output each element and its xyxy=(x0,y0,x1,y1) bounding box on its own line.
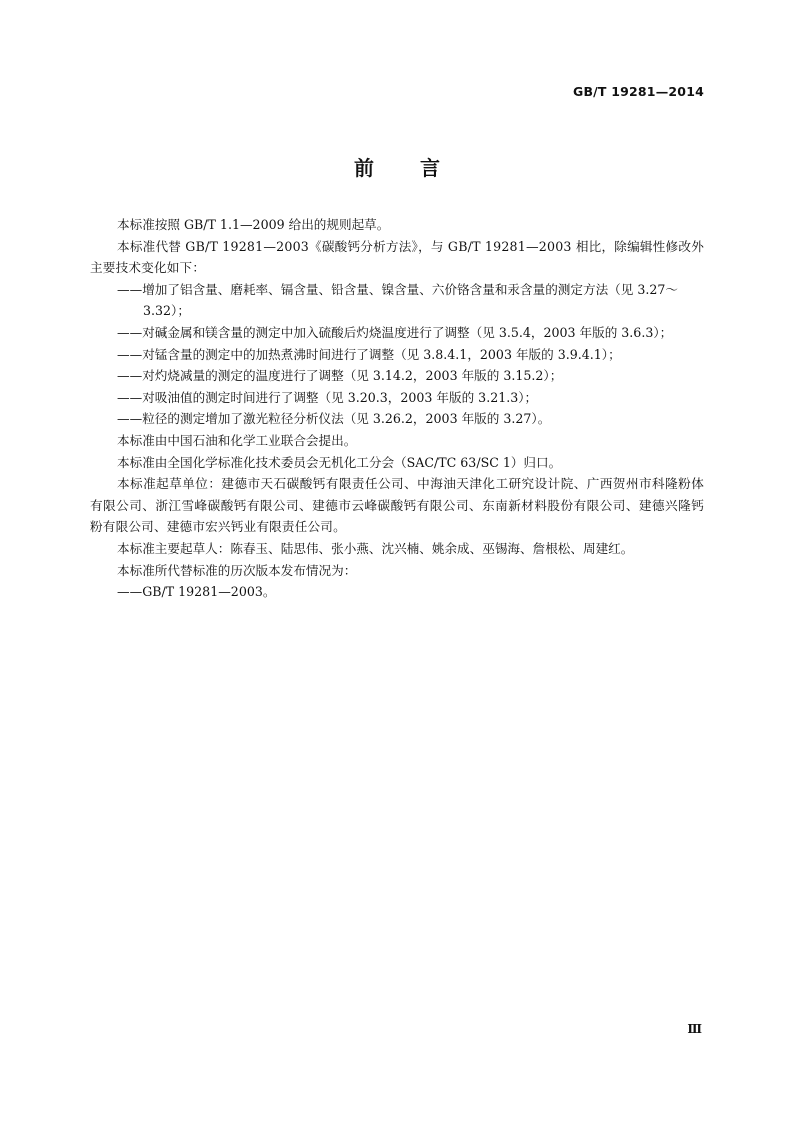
paragraph-proposed-by: 本标准由中国石油和化学工业联合会提出。 xyxy=(117,432,357,448)
change-item-1: ——增加了铝含量、磨耗率、镉含量、铅含量、镍含量、六价铬含量和汞含量的测定方法（见 3.27～ xyxy=(117,281,678,297)
change-item-6: ——粒径的测定增加了激光粒径分析仪法（见 3.26.2，2003 年版的 3.27）。 xyxy=(117,411,551,427)
change-item-3: ——对锰含量的测定中的加热煮沸时间进行了调整（见 3.8.4.1，2003 年版的 3.9.4.1）； xyxy=(117,346,621,362)
change-item-1-continued: 3.32）； xyxy=(143,303,190,319)
standard-code: GB/T 19281—2014 xyxy=(572,84,704,99)
change-item-2: ——对碱金属和镁含量的测定中加入硫酸后灼烧温度进行了调整（见 3.5.4，2003 年版的 3.6.3）； xyxy=(117,324,673,340)
paragraph-history-intro: 本标准所代替标准的历次版本发布情况为： xyxy=(117,562,357,578)
title-char-1: 前 xyxy=(354,156,374,180)
change-item-5: ——对吸油值的测定时间进行了调整（见 3.20.3，2003 年版的 3.21.3）； xyxy=(117,389,538,405)
change-item-4: ——对灼烧减量的测定的温度进行了调整（见 3.14.2，2003 年版的 3.15.2）； xyxy=(117,368,563,384)
paragraph-under-jurisdiction: 本标准由全国化学标准化技术委员会无机化工分会（SAC/TC 63/SC 1）归口。 xyxy=(117,454,562,470)
page-number: Ⅲ xyxy=(687,1022,702,1036)
page-title xyxy=(0,152,794,181)
foreword-body xyxy=(90,214,704,603)
paragraph-drafting-rules: 本标准按照 GB/T 1.1—2009 给出的规则起草。 xyxy=(117,217,390,232)
paragraph-drafting-units: 本标准起草单位：建德市天石碳酸钙有限责任公司、中海油天津化工研究设计院、广西贺州市科隆粉体有限公司、浙江雪峰碳酸钙有限公司、建德市云峰碳酸钙有限公司、东南新材料股份有限公司、建德兴隆钙粉有限公司、建德市宏兴钙业有限责任公司。 xyxy=(90,476,704,535)
paragraph-replaces: 本标准代替 GB/T 19281—2003《碳酸钙分析方法》，与 GB/T 19281—2003 相比，除编辑性修改外主要技术变化如下： xyxy=(90,238,704,276)
history-item-1: ——GB/T 19281—2003。 xyxy=(117,584,276,600)
paragraph-drafters: 本标准主要起草人：陈春玉、陆思伟、张小燕、沈兴楠、姚余成、巫锡海、詹根松、周建红。 xyxy=(117,540,634,556)
title-char-2: 言 xyxy=(420,156,440,180)
